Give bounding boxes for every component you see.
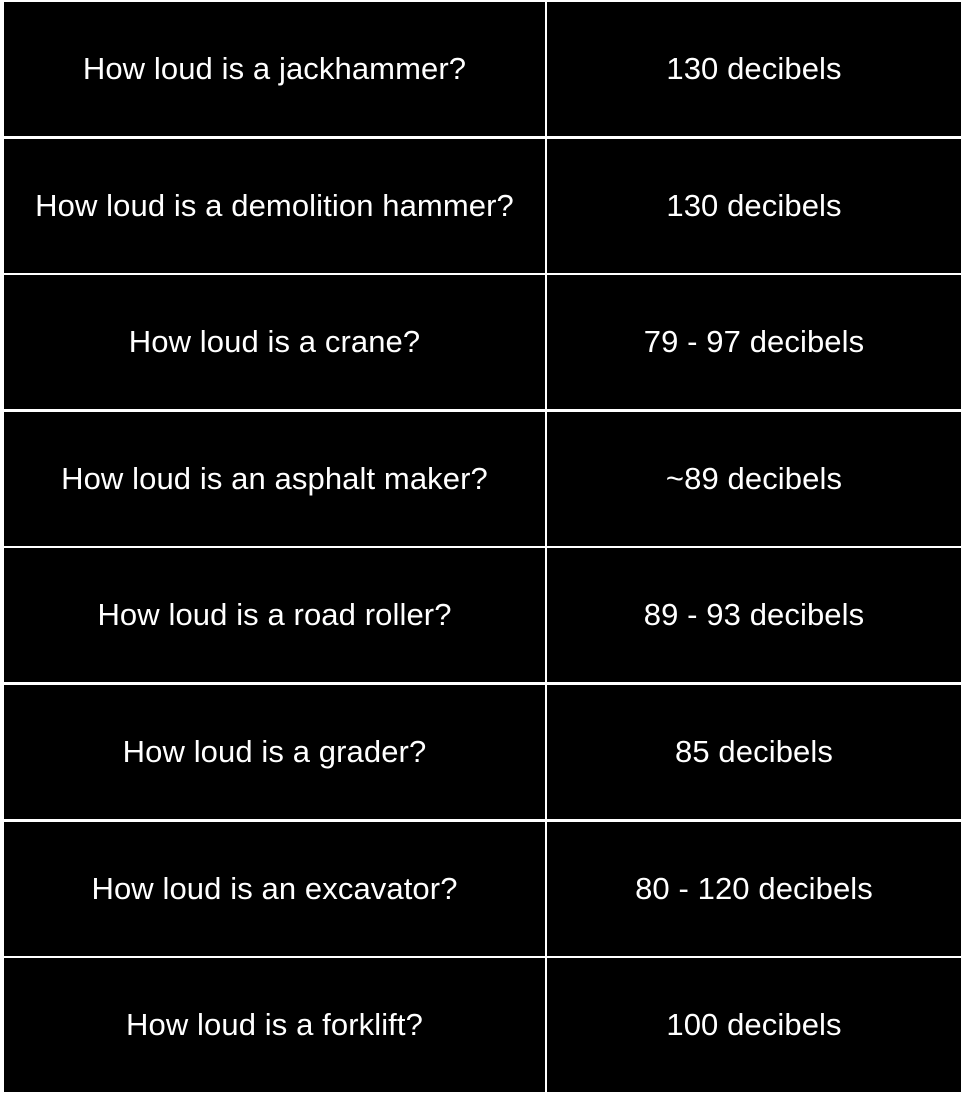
question-cell: How loud is a jackhammer?	[4, 2, 545, 136]
question-cell: How loud is a forklift?	[4, 958, 545, 1092]
answer-cell: 100 decibels	[547, 958, 961, 1092]
answer-cell: 130 decibels	[547, 2, 961, 136]
answer-cell: 89 - 93 decibels	[547, 548, 961, 682]
answer-cell: 85 decibels	[547, 685, 961, 819]
question-cell: How loud is a demolition hammer?	[4, 139, 545, 273]
question-cell: How loud is a grader?	[4, 685, 545, 819]
question-cell: How loud is an excavator?	[4, 822, 545, 956]
answer-cell: 80 - 120 decibels	[547, 822, 961, 956]
answer-cell: 79 - 97 decibels	[547, 275, 961, 409]
question-cell: How loud is a crane?	[4, 275, 545, 409]
question-cell: How loud is a road roller?	[4, 548, 545, 682]
answer-cell: 130 decibels	[547, 139, 961, 273]
answer-cell: ~89 decibels	[547, 412, 961, 546]
question-cell: How loud is an asphalt maker?	[4, 412, 545, 546]
